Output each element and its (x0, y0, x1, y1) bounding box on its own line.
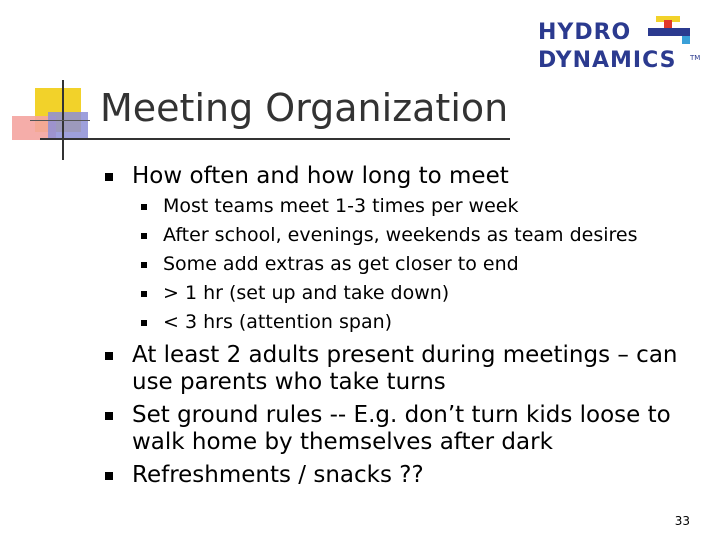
bullet-text: Set ground rules -- E.g. don’t turn kids loose to walk home by themselves after dark (132, 402, 671, 455)
square-bullet-icon (141, 204, 147, 210)
logo-line-1: HYDRO (538, 20, 632, 45)
sub-bullet-text: Some add extras as get closer to end (163, 253, 519, 275)
square-bullet-icon (141, 320, 147, 326)
bullet-item (100, 402, 710, 456)
bullet-item (100, 163, 710, 190)
bullet-item (100, 342, 710, 396)
sub-bullet-item (100, 279, 710, 308)
square-bullet-icon (141, 291, 147, 297)
faucet-icon (638, 14, 698, 48)
sub-bullet-item (100, 221, 710, 250)
square-bullet-icon (105, 352, 113, 360)
hydrodynamics-logo (538, 12, 706, 78)
sub-bullet-text: After school, evenings, weekends as team desires (163, 224, 638, 246)
bullet-text: Refreshments / snacks ?? (132, 462, 424, 488)
logo-line-2: DYNAMICS (538, 48, 677, 73)
square-bullet-icon (105, 412, 113, 420)
square-bullet-icon (141, 233, 147, 239)
sub-bullet-text: > 1 hr (set up and take down) (163, 282, 450, 304)
square-bullet-icon (105, 472, 113, 480)
sub-bullet-text: Most teams meet 1-3 times per week (163, 195, 519, 217)
sub-bullet-item (100, 308, 710, 337)
square-bullet-icon (141, 262, 147, 268)
bullet-item (100, 462, 710, 489)
bullet-list (100, 160, 710, 489)
page-number: 33 (674, 514, 690, 528)
slide-title: Meeting Organization (100, 86, 509, 130)
trademark-mark: TM (690, 54, 701, 62)
decor-short-horizontal-line (30, 120, 90, 121)
decor-blue-rectangle (48, 112, 88, 140)
square-bullet-icon (105, 173, 113, 181)
title-underline (40, 138, 510, 140)
sub-bullet-item (100, 192, 710, 221)
bullet-text: How often and how long to meet (132, 163, 509, 189)
sub-bullet-text: < 3 hrs (attention span) (163, 311, 393, 333)
bullet-text: At least 2 adults present during meetings – can use parents who take turns (132, 342, 678, 395)
sub-bullet-item (100, 250, 710, 279)
